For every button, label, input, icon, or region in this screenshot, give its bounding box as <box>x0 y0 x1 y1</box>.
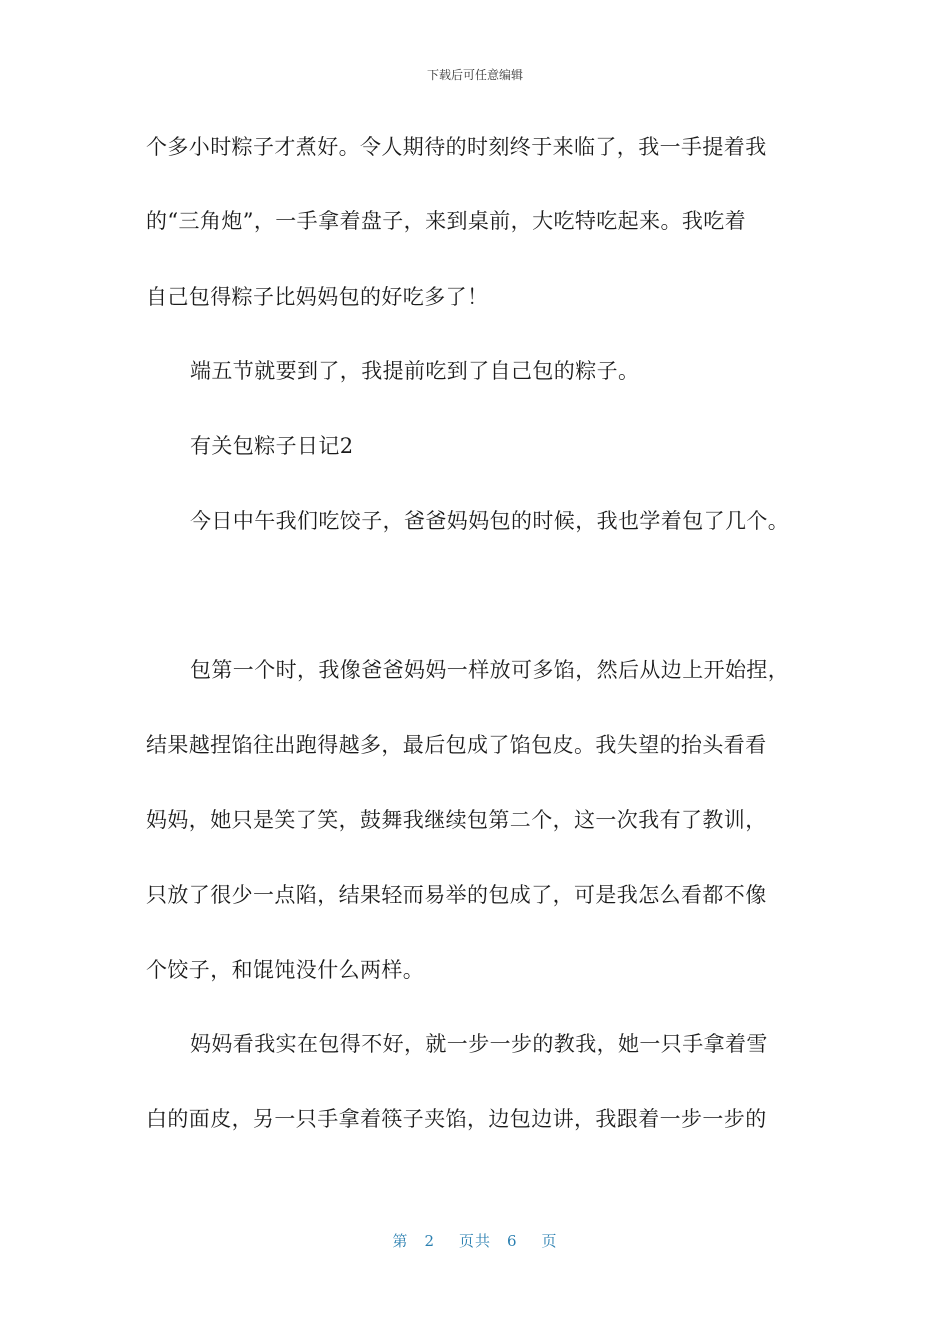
body-line-13: 白的面皮，另一只手拿着筷子夹馅，边包边讲，我跟着一步一步的 <box>146 1107 767 1131</box>
page-total-number: 6 <box>507 1232 518 1250</box>
page-middle-text: 页共 <box>458 1232 491 1250</box>
body-line-1: 个多小时粽子才煮好。令人期待的时刻终于来临了，我一手提着我 <box>146 135 767 159</box>
body-line-10: 只放了很少一点陷，结果轻而易举的包成了，可是我怎么看都不像 <box>146 883 767 907</box>
page-footer <box>0 1230 950 1251</box>
body-line-8: 结果越捏馅往出跑得越多，最后包成了馅包皮。我失望的抬头看看 <box>146 733 767 757</box>
page-header: 下载后可任意编辑 <box>426 68 523 82</box>
body-line-12: 妈妈看我实在包得不好，就一步一步的教我，她一只手拿着雪 <box>190 1032 768 1056</box>
page-prefix: 第 <box>392 1232 409 1250</box>
body-line-9: 妈妈，她只是笑了笑，鼓舞我继续包第二个，这一次我有了教训， <box>146 808 767 832</box>
body-line-2: 的“三角炮”，一手拿着盘子，来到桌前，大吃特吃起来。我吃着 <box>146 209 747 233</box>
paragraph-dragon-boat: 端五节就要到了，我提前吃到了自己包的粽子。 <box>190 359 640 383</box>
body-line-7: 包第一个时，我像爸爸妈妈一样放可多馅，然后从边上开始捏， <box>190 658 790 682</box>
page-current-number: 2 <box>424 1232 435 1250</box>
body-line-3: 自己包得粽子比妈妈包的好吃多了！ <box>146 285 489 309</box>
body-line-11: 个饺子，和馄饨没什么两样。 <box>146 958 425 982</box>
page-suffix: 页 <box>541 1232 558 1250</box>
paragraph-dumplings-intro: 今日中午我们吃饺子，爸爸妈妈包的时候，我也学着包了几个。 <box>190 509 790 533</box>
section-title: 有关包粽子日记2 <box>190 434 354 458</box>
